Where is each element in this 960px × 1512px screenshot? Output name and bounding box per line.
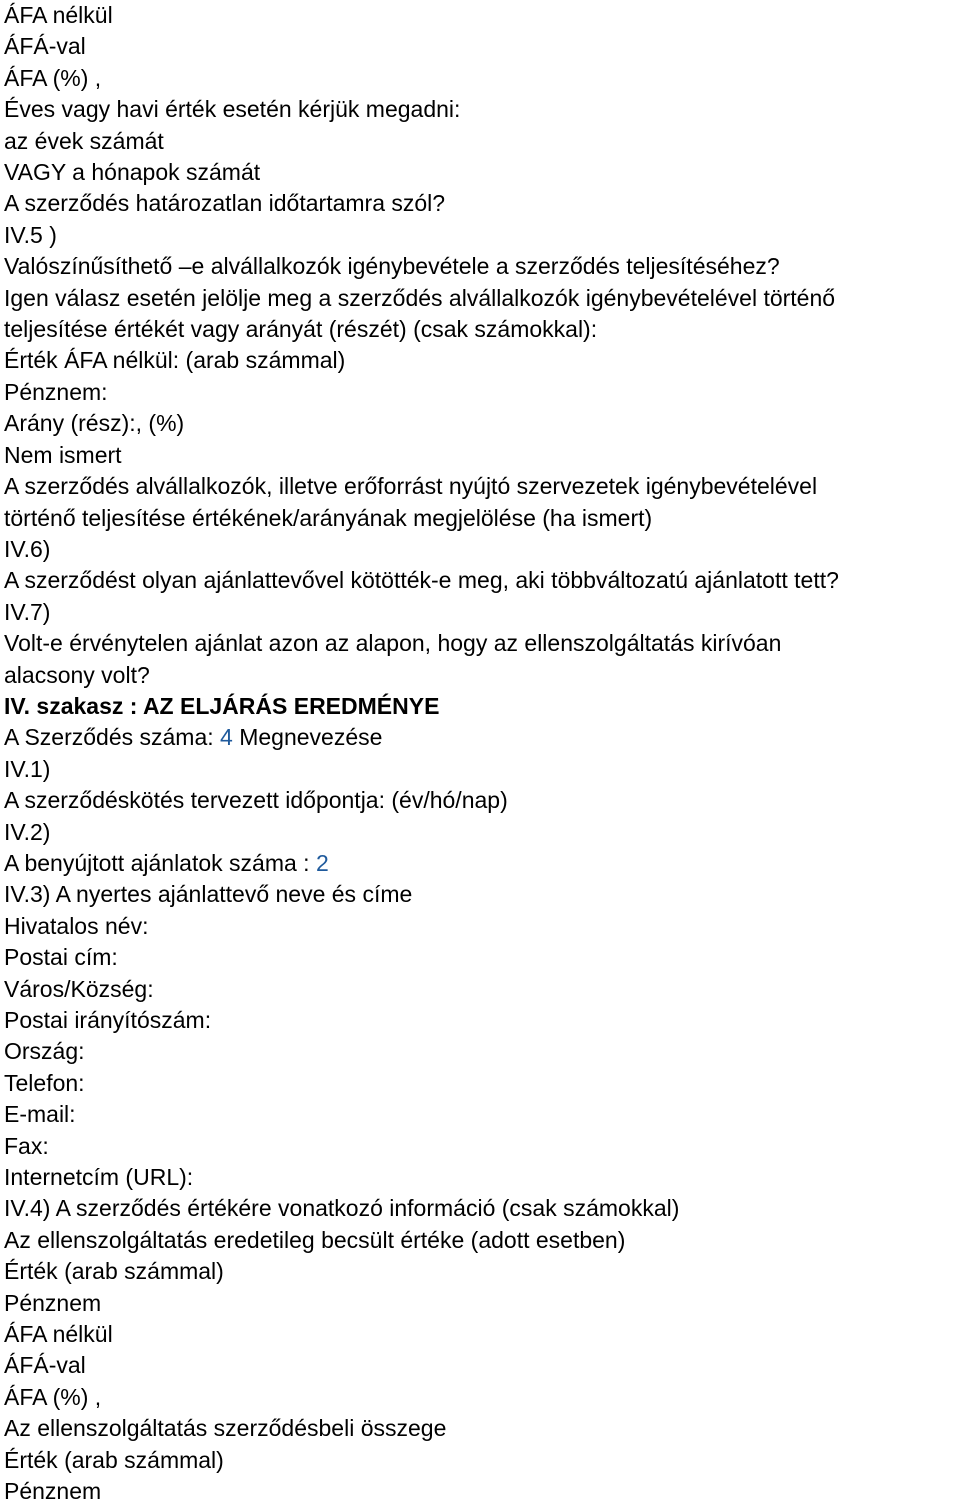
text-line: ÁFA (%) , xyxy=(4,1383,102,1410)
text-line: Érték (arab számmal) xyxy=(4,1258,224,1285)
text-line: Éves vagy havi érték esetén kérjük megadni: xyxy=(4,96,461,123)
text-line: Az ellenszolgáltatás szerződésbeli összege xyxy=(4,1415,447,1442)
text-line: Érték ÁFA nélkül: (arab számmal) xyxy=(4,347,346,374)
text-line: A szerződést olyan ajánlattevővel kötötték-e meg, aki többváltozatú ajánlatott tett? xyxy=(4,567,839,594)
text-line: ÁFA nélkül xyxy=(4,1321,113,1348)
text-line: IV.1) xyxy=(4,755,51,782)
field-label-fax: Fax: xyxy=(4,1132,49,1159)
section-heading: IV. szakasz : AZ ELJÁRÁS EREDMÉNYE xyxy=(4,692,440,719)
field-label-postal-code: Postai irányítószám: xyxy=(4,1007,212,1033)
text-line: A szerződéskötés tervezett időpontja: (év/hó/nap) xyxy=(4,787,508,814)
text-line: ÁFÁ-val xyxy=(4,33,86,60)
field-label-official-name: Hivatalos név: xyxy=(4,912,149,939)
text-line: IV.6) xyxy=(4,535,51,562)
text-line: IV.3) A nyertes ajánlattevő neve és címe xyxy=(4,881,413,908)
field-label-phone: Telefon: xyxy=(4,1069,85,1096)
field-label-url: Internetcím (URL): xyxy=(4,1164,194,1191)
text-line: A szerződés alvállalkozók, illetve erőforrást nyújtó szervezetek igénybevételével xyxy=(4,473,818,500)
text-line: Pénznem: xyxy=(4,378,108,405)
field-label-city: Város/Község: xyxy=(4,975,154,1002)
contract-number-value: 4 xyxy=(220,724,233,751)
field-label-postal-address: Postai cím: xyxy=(4,944,118,971)
text-line: Érték (arab számmal) xyxy=(4,1446,224,1473)
text-line: IV.2) xyxy=(4,818,51,845)
text-line: Nem ismert xyxy=(4,441,122,468)
text-line: Az ellenszolgáltatás eredetileg becsült értéke (adott esetben) xyxy=(4,1226,626,1253)
text-line: Igen válasz esetén jelölje meg a szerződés alvállalkozók igénybevételével történő xyxy=(4,284,836,311)
contract-name-label: Megnevezése xyxy=(239,724,383,751)
text-line: A szerződés határozatlan időtartamra szól? xyxy=(4,190,446,217)
bids-count-value: 2 xyxy=(315,849,329,876)
contract-number-line xyxy=(4,722,960,753)
text-line: Valószínűsíthető –e alvállalkozók igénybevétele a szerződés teljesítéséhez? xyxy=(4,253,780,280)
text-line: ÁFA (%) , xyxy=(4,64,102,91)
text-line: Pénznem xyxy=(4,1478,102,1505)
text-line: VAGY a hónapok számát xyxy=(4,159,261,186)
contract-number-label: A Szerződés száma: xyxy=(4,724,214,751)
text-line: Arány (rész):, (%) xyxy=(4,410,185,437)
text-line: teljesítése értékét vagy arányát (részét) (csak számokkal): xyxy=(4,316,598,343)
text-line: az évek számát xyxy=(4,127,164,154)
text-line: alacsony volt? xyxy=(4,661,150,688)
bids-count-label: A benyújtott ajánlatok száma : xyxy=(4,849,310,876)
text-line: IV.5 ) xyxy=(4,221,57,248)
text-line: Pénznem xyxy=(4,1289,102,1316)
field-label-email: E-mail: xyxy=(4,1101,76,1128)
text-line: IV.4) A szerződés értékére vonatkozó információ (csak számokkal) xyxy=(4,1195,680,1222)
text-line: ÁFÁ-val xyxy=(4,1352,86,1379)
bids-count-line xyxy=(4,848,960,879)
field-label-country: Ország: xyxy=(4,1038,85,1065)
text-line: ÁFA nélkül xyxy=(4,2,113,28)
text-line: Volt-e érvénytelen ajánlat azon az alapon, hogy az ellenszolgáltatás kirívóan xyxy=(4,630,782,657)
text-line: történő teljesítése értékének/arányának megjelölése (ha ismert) xyxy=(4,504,653,531)
text-line: IV.7) xyxy=(4,598,51,625)
